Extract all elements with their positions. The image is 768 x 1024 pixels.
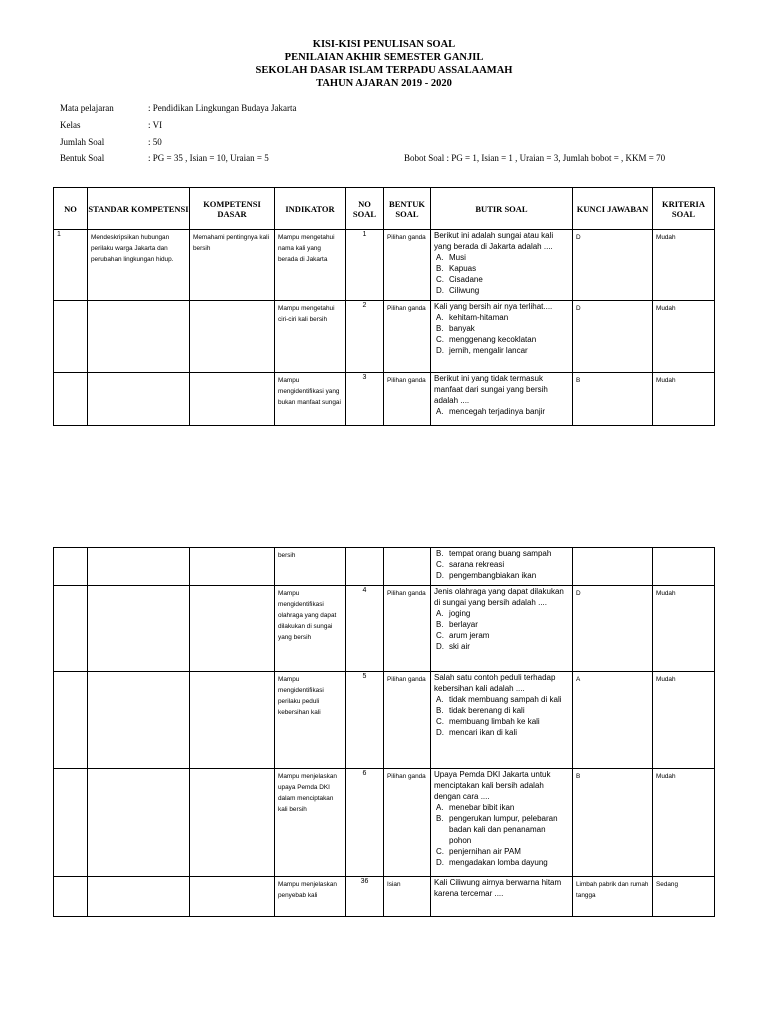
- cell-kunci-jawaban: D: [573, 586, 653, 672]
- cell-no: [54, 301, 88, 373]
- option-text: menebar bibit ikan: [449, 803, 515, 812]
- question-text: Berikut ini adalah sungai atau kali yang berada di Jakarta adalah ....: [434, 231, 554, 251]
- cell-indikator: Mampu mengetahui nama kali yang berada di Jakarta: [275, 230, 346, 301]
- question-text: Jenis olahraga yang dapat dilakukan di sungai yang bersih adalah ....: [434, 587, 564, 607]
- cell-no: [54, 586, 88, 672]
- table-row: [54, 301, 715, 373]
- answer-option: [434, 312, 569, 323]
- cell-kompetensi-dasar: [190, 373, 275, 426]
- cell-kriteria-soal: [653, 548, 715, 586]
- option-text: pengembangbiakan ikan: [449, 571, 537, 580]
- cell-kriteria-soal: Mudah: [653, 586, 715, 672]
- cell-bentuk-soal: Pilihan ganda: [384, 301, 431, 373]
- option-text: mencari ikan di kali: [449, 728, 518, 737]
- answer-option: [434, 619, 569, 630]
- cell-kriteria-soal: Mudah: [653, 373, 715, 426]
- option-text: membuang limbah ke kali: [449, 717, 540, 726]
- col-header-kd: KOMPETENSI DASAR: [190, 188, 275, 230]
- option-letter: B.: [436, 706, 444, 715]
- table-row: [54, 230, 715, 301]
- cell-indikator: Mampu menjelaskan upaya Pemda DKI dalam menciptakan kali bersih: [275, 769, 346, 877]
- cell-butir-soal: [431, 373, 573, 426]
- option-text: Cisadane: [449, 275, 483, 284]
- header-line-1: KISI-KISI PENULISAN SOAL: [312, 39, 456, 50]
- meta-kelas-value: : VI: [148, 120, 163, 130]
- answer-option: [434, 334, 569, 345]
- table-row: [54, 672, 715, 769]
- option-text: berlayar: [449, 620, 478, 629]
- cell-standar-kompetensi: [88, 769, 190, 877]
- cell-bentuk-soal: Pilihan ganda: [384, 672, 431, 769]
- answer-option: [434, 285, 569, 296]
- answer-option: [434, 608, 569, 619]
- col-header-kunci: KUNCI JAWABAN: [573, 188, 653, 230]
- option-letter: D.: [436, 728, 444, 737]
- cell-kunci-jawaban: B: [573, 373, 653, 426]
- option-letter: A.: [436, 407, 444, 416]
- header-line-4: TAHUN AJARAN 2019 - 2020: [316, 78, 452, 89]
- answer-option: [434, 705, 569, 716]
- cell-kompetensi-dasar: [190, 301, 275, 373]
- col-header-no-soal: NO SOAL: [346, 188, 384, 230]
- answer-option: [434, 802, 569, 813]
- col-header-butir: BUTIR SOAL: [431, 188, 573, 230]
- answer-option: [434, 263, 569, 274]
- answer-option: [434, 252, 569, 263]
- option-text: tidak membuang sampah di kali: [449, 695, 562, 704]
- answer-option: [434, 548, 569, 559]
- cell-kunci-jawaban: A: [573, 672, 653, 769]
- answer-option: [434, 716, 569, 727]
- table-row: [54, 769, 715, 877]
- cell-butir-soal: [431, 586, 573, 672]
- answer-option: [434, 813, 569, 846]
- cell-butir-soal: [431, 769, 573, 877]
- question-text: Upaya Pemda DKI Jakarta untuk menciptakan kali bersih adalah dengan cara ....: [434, 770, 551, 801]
- cell-kriteria-soal: Mudah: [653, 230, 715, 301]
- cell-indikator: bersih: [275, 548, 346, 586]
- table-row: [54, 373, 715, 426]
- answer-option: [434, 694, 569, 705]
- cell-butir-soal: [431, 672, 573, 769]
- cell-no: [54, 672, 88, 769]
- option-letter: B.: [436, 814, 444, 823]
- col-header-bentuk: BENTUK SOAL: [384, 188, 431, 230]
- cell-standar-kompetensi: [88, 672, 190, 769]
- option-text: tempat orang buang sampah: [449, 549, 552, 558]
- table-row: [54, 586, 715, 672]
- cell-kompetensi-dasar: Memahami pentingnya kali bersih: [190, 230, 275, 301]
- cell-kompetensi-dasar: [190, 877, 275, 917]
- header-line-2: PENILAIAN AKHIR SEMESTER GANJIL: [284, 52, 484, 63]
- cell-standar-kompetensi: [88, 548, 190, 586]
- col-header-kriteria: KRITERIA SOAL: [653, 188, 715, 230]
- option-letter: B.: [436, 324, 444, 333]
- kisi-table-part-1: [53, 187, 715, 426]
- option-letter: B.: [436, 549, 444, 558]
- answer-option: [434, 559, 569, 570]
- option-letter: C.: [436, 847, 444, 856]
- option-letter: B.: [436, 620, 444, 629]
- answer-option: [434, 630, 569, 641]
- cell-no: [54, 769, 88, 877]
- cell-no-soal: 36: [346, 877, 384, 917]
- answer-option: [434, 641, 569, 652]
- cell-kompetensi-dasar: [190, 548, 275, 586]
- answer-option: [434, 406, 569, 417]
- col-header-indikator: INDIKATOR: [275, 188, 346, 230]
- cell-kompetensi-dasar: [190, 769, 275, 877]
- cell-indikator: Mampu mengetahui ciri-ciri kali bersih: [275, 301, 346, 373]
- option-text: tidak berenang di kali: [449, 706, 525, 715]
- meta-mapel-label: Mata pelajaran: [60, 103, 114, 113]
- cell-indikator: Mampu mengidentifikasi olahraga yang dapat dilakukan di sungai yang bersih: [275, 586, 346, 672]
- col-header-no: NO: [54, 188, 88, 230]
- cell-no-soal: 4: [346, 586, 384, 672]
- cell-kriteria-soal: Mudah: [653, 672, 715, 769]
- cell-bentuk-soal: Pilihan ganda: [384, 230, 431, 301]
- option-text: ski air: [449, 642, 470, 651]
- cell-no-soal: 5: [346, 672, 384, 769]
- cell-butir-soal: [431, 230, 573, 301]
- option-text: mengadakan lomba dayung: [449, 858, 548, 867]
- option-text: banyak: [449, 324, 475, 333]
- cell-butir-soal: [431, 548, 573, 586]
- option-text: penjernihan air PAM: [449, 847, 521, 856]
- cell-kunci-jawaban: B: [573, 769, 653, 877]
- cell-indikator: Mampu menjelaskan penyebab kali: [275, 877, 346, 917]
- cell-bentuk-soal: Pilihan ganda: [384, 373, 431, 426]
- meta-bentuk-value: : PG = 35 , Isian = 10, Uraian = 5: [148, 153, 269, 163]
- cell-butir-soal: [431, 877, 573, 917]
- col-header-sk: STANDAR KOMPETENSI: [88, 188, 190, 230]
- cell-kunci-jawaban: D: [573, 230, 653, 301]
- option-text: arum jeram: [449, 631, 490, 640]
- cell-kriteria-soal: Sedang: [653, 877, 715, 917]
- answer-option: [434, 727, 569, 738]
- cell-kunci-jawaban: D: [573, 301, 653, 373]
- option-letter: A.: [436, 695, 444, 704]
- cell-kunci-jawaban: [573, 548, 653, 586]
- cell-no: [54, 373, 88, 426]
- option-text: menggenang kecoklatan: [449, 335, 537, 344]
- question-text: Kali yang bersih air nya terlihat....: [434, 302, 553, 311]
- option-letter: D.: [436, 858, 444, 867]
- cell-no-soal: 1: [346, 230, 384, 301]
- option-text: Kapuas: [449, 264, 477, 273]
- header-line-3: SEKOLAH DASAR ISLAM TERPADU ASSALAAMAH: [255, 65, 513, 76]
- cell-no: 1: [54, 230, 88, 301]
- cell-no-soal: 2: [346, 301, 384, 373]
- cell-no-soal: [346, 548, 384, 586]
- option-letter: C.: [436, 275, 444, 284]
- document-header: [0, 38, 768, 90]
- cell-kompetensi-dasar: [190, 672, 275, 769]
- option-text: Musi: [449, 253, 466, 262]
- option-letter: B.: [436, 264, 444, 273]
- cell-indikator: Mampu mengidentifikasi yang bukan manfaat sungai: [275, 373, 346, 426]
- cell-bentuk-soal: Isian: [384, 877, 431, 917]
- option-letter: C.: [436, 560, 444, 569]
- meta-mapel-value: : Pendidikan Lingkungan Budaya Jakarta: [148, 103, 297, 113]
- question-text: Salah satu contoh peduli terhadap kebersihan kali adalah ....: [434, 673, 556, 693]
- cell-standar-kompetensi: [88, 373, 190, 426]
- cell-bentuk-soal: [384, 548, 431, 586]
- kisi-table-part-2: [53, 547, 715, 917]
- cell-kunci-jawaban: Limbah pabrik dan rumah tangga: [573, 877, 653, 917]
- answer-option: [434, 570, 569, 581]
- answer-option: [434, 857, 569, 868]
- option-text: joging: [449, 609, 471, 618]
- option-letter: C.: [436, 335, 444, 344]
- option-letter: A.: [436, 609, 444, 618]
- cell-bentuk-soal: Pilihan ganda: [384, 586, 431, 672]
- cell-kompetensi-dasar: [190, 586, 275, 672]
- table-row: [54, 877, 715, 917]
- cell-standar-kompetensi: Mendeskripsikan hubungan perilaku warga Jakarta dan perubahan lingkungan hidup.: [88, 230, 190, 301]
- cell-bentuk-soal: Pilihan ganda: [384, 769, 431, 877]
- option-letter: D.: [436, 642, 444, 651]
- cell-standar-kompetensi: [88, 877, 190, 917]
- cell-butir-soal: [431, 301, 573, 373]
- meta-kelas-label: Kelas: [60, 120, 81, 130]
- option-letter: A.: [436, 313, 444, 322]
- option-letter: A.: [436, 803, 444, 812]
- option-text: mencegah terjadinya banjir: [449, 407, 546, 416]
- answer-option: [434, 274, 569, 285]
- answer-option: [434, 846, 569, 857]
- option-text: pengerukan lumpur, pelebaran badan kali dan penanaman pohon: [449, 814, 558, 845]
- cell-no: [54, 877, 88, 917]
- cell-kriteria-soal: Mudah: [653, 301, 715, 373]
- option-letter: D.: [436, 571, 444, 580]
- answer-option: [434, 345, 569, 356]
- meta-bobot: Bobot Soal : PG = 1, Isian = 1 , Uraian = 3, Jumlah bobot = , KKM = 70: [404, 153, 666, 163]
- option-letter: C.: [436, 631, 444, 640]
- cell-standar-kompetensi: [88, 586, 190, 672]
- option-text: sarana rekreasi: [449, 560, 505, 569]
- table-row: [54, 548, 715, 586]
- question-text: Kali Ciliwung airnya berwarna hitam karena tercemar ....: [434, 878, 562, 898]
- meta-bentuk-label: Bentuk Soal: [60, 153, 105, 163]
- cell-no: [54, 548, 88, 586]
- option-letter: D.: [436, 286, 444, 295]
- cell-indikator: Mampu mengidentifikasi perilaku peduli kebersihan kali: [275, 672, 346, 769]
- meta-jumlah-value: : 50: [148, 137, 162, 147]
- cell-no-soal: 6: [346, 769, 384, 877]
- option-text: kehitam-hitaman: [449, 313, 509, 322]
- option-letter: D.: [436, 346, 444, 355]
- question-text: Berikut ini yang tidak termasuk manfaat dari sungai yang bersih adalah ....: [434, 374, 548, 405]
- option-letter: C.: [436, 717, 444, 726]
- option-text: Ciliwung: [449, 286, 480, 295]
- answer-option: [434, 323, 569, 334]
- meta-jumlah-label: Jumlah Soal: [60, 137, 105, 147]
- cell-no-soal: 3: [346, 373, 384, 426]
- cell-standar-kompetensi: [88, 301, 190, 373]
- option-letter: A.: [436, 253, 444, 262]
- option-text: jernih, mengalir lancar: [449, 346, 528, 355]
- cell-kriteria-soal: Mudah: [653, 769, 715, 877]
